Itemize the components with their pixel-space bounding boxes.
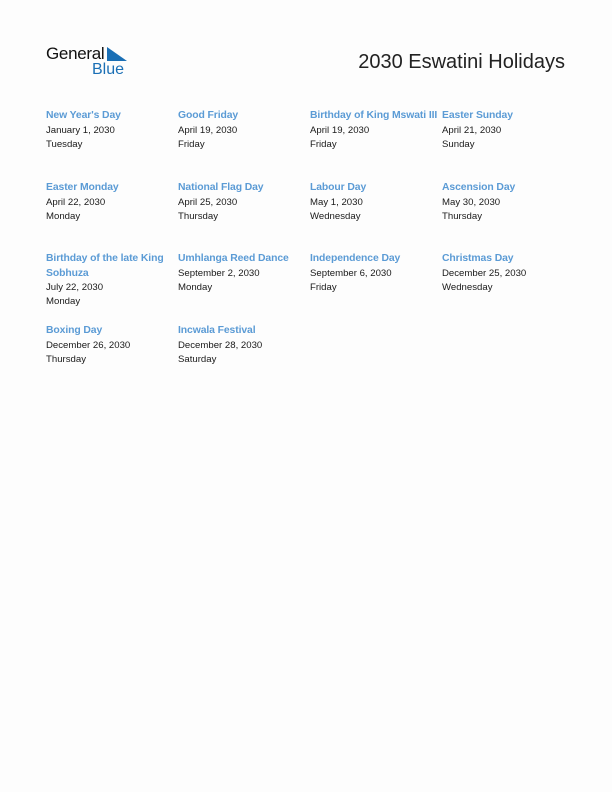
holiday-date: April 25, 2030 xyxy=(178,196,238,208)
holiday-date: May 1, 2030 xyxy=(310,196,363,208)
holiday-name: Ascension Day xyxy=(442,182,516,193)
holiday-date: December 28, 2030 xyxy=(178,339,263,351)
holiday-name: Independence Day xyxy=(310,253,401,264)
holiday-weekday: Friday xyxy=(310,138,337,150)
holiday-name: Incwala Festival xyxy=(178,325,256,336)
page-title: 2030 Eswatini Holidays xyxy=(358,51,565,73)
holiday-weekday: Monday xyxy=(46,210,81,222)
holiday-item xyxy=(46,252,178,324)
holiday-item xyxy=(442,181,574,252)
holiday-row xyxy=(46,181,576,252)
holiday-date: September 2, 2030 xyxy=(178,267,260,279)
logo-triangle-icon xyxy=(107,47,127,61)
holiday-row xyxy=(46,252,576,324)
holiday-item xyxy=(442,109,574,181)
holiday-item xyxy=(310,109,442,181)
holiday-weekday: Friday xyxy=(310,281,337,293)
holiday-weekday: Monday xyxy=(178,281,213,293)
holiday-date: December 25, 2030 xyxy=(442,267,527,279)
holiday-name: New Year's Day xyxy=(46,110,121,121)
holiday-name: Labour Day xyxy=(310,182,367,193)
generalblue-logo xyxy=(46,44,130,78)
holiday-weekday: Thursday xyxy=(442,210,482,222)
holiday-name: Christmas Day xyxy=(442,253,514,264)
holiday-item xyxy=(46,109,178,181)
holiday-name: Good Friday xyxy=(178,110,239,121)
holiday-item xyxy=(178,109,310,181)
holiday-date: December 26, 2030 xyxy=(46,339,131,351)
holiday-name: Umhlanga Reed Dance xyxy=(178,253,289,264)
holiday-name: Boxing Day xyxy=(46,325,103,336)
holiday-item xyxy=(46,181,178,252)
holiday-date: April 19, 2030 xyxy=(178,124,238,136)
holiday-item xyxy=(310,252,442,324)
holiday-weekday: Wednesday xyxy=(310,210,361,222)
holiday-date: July 22, 2030 xyxy=(46,282,104,293)
holiday-weekday: Monday xyxy=(46,296,81,307)
logo-text-blue: Blue xyxy=(92,61,125,78)
holiday-item xyxy=(178,252,310,324)
holiday-name: Birthday of the late King Sobhuza xyxy=(46,253,164,279)
holiday-row xyxy=(46,324,576,384)
holiday-date: April 22, 2030 xyxy=(46,196,106,208)
holiday-name: Easter Sunday xyxy=(442,110,513,121)
holiday-weekday: Sunday xyxy=(442,138,475,150)
holiday-item xyxy=(178,181,310,252)
holiday-date: April 21, 2030 xyxy=(442,124,502,136)
holiday-weekday: Thursday xyxy=(46,353,86,365)
holiday-name: National Flag Day xyxy=(178,182,264,193)
holiday-item xyxy=(310,181,442,252)
holiday-weekday: Saturday xyxy=(178,353,217,365)
holiday-item xyxy=(178,324,310,384)
holiday-weekday: Thursday xyxy=(178,210,218,222)
holiday-date: May 30, 2030 xyxy=(442,196,501,208)
holiday-date: April 19, 2030 xyxy=(310,124,370,136)
holiday-weekday: Friday xyxy=(178,138,205,150)
holiday-item xyxy=(442,252,574,324)
holiday-name: Easter Monday xyxy=(46,182,119,193)
holiday-row xyxy=(46,109,576,181)
holiday-item xyxy=(46,324,178,384)
holiday-weekday: Tuesday xyxy=(46,138,83,150)
holiday-date: September 6, 2030 xyxy=(310,267,392,279)
holiday-weekday: Wednesday xyxy=(442,281,493,293)
holiday-date: January 1, 2030 xyxy=(46,124,115,136)
holiday-grid xyxy=(46,109,576,384)
logo-text-general: General xyxy=(46,44,105,63)
holiday-name: Birthday of King Mswati III xyxy=(310,110,438,121)
